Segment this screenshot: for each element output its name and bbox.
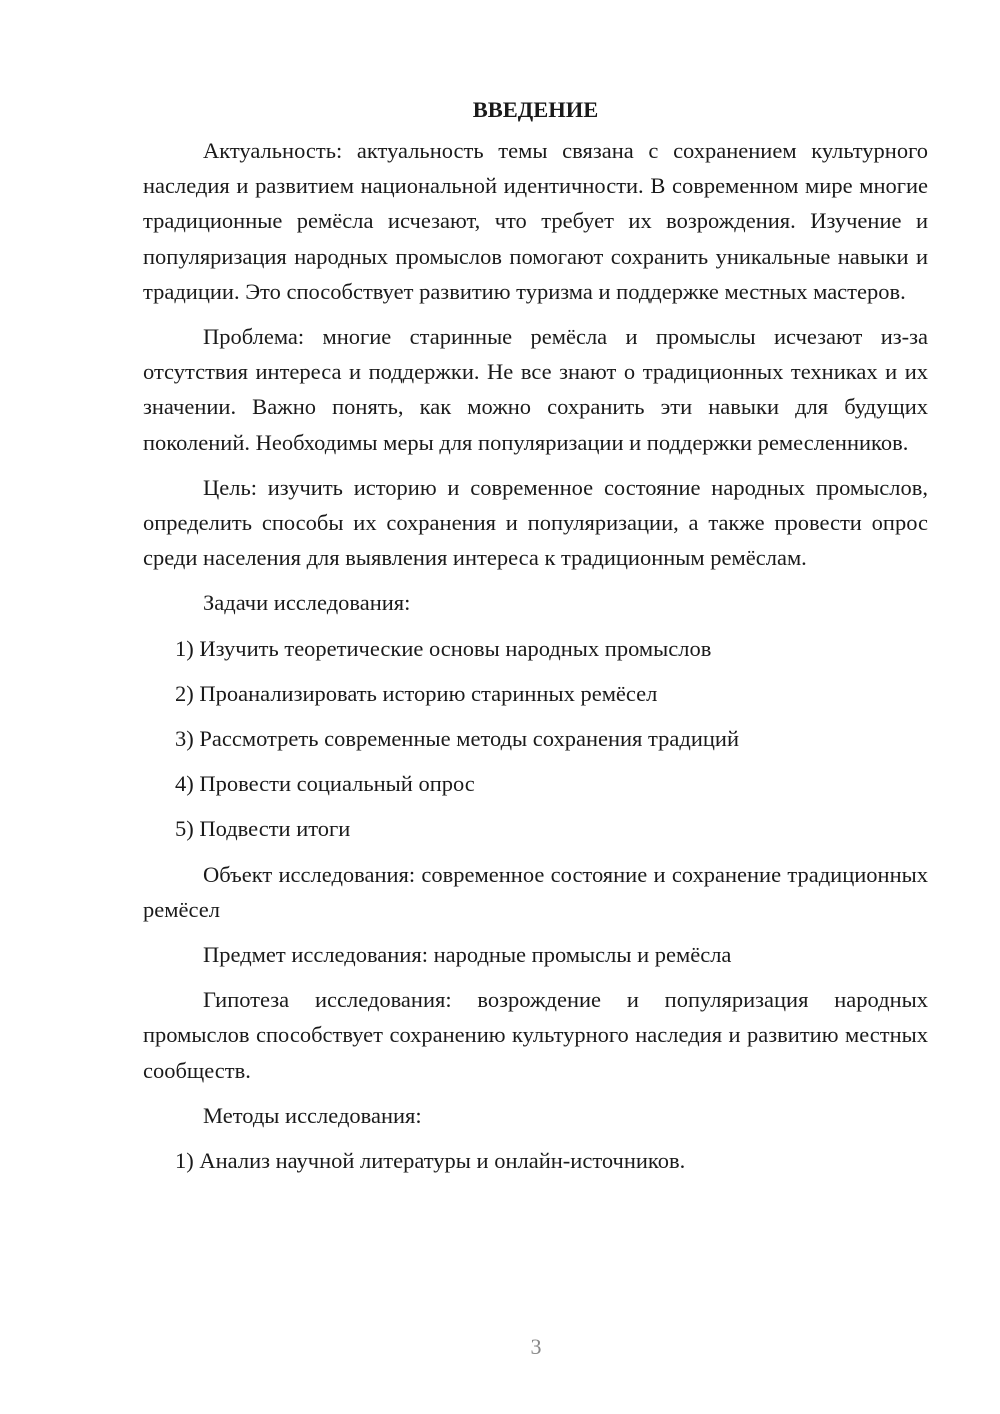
paragraph-object: Объект исследования: современное состояние и сохранение традиционных ремёсел xyxy=(143,861,928,922)
paragraph-relevance: Актуальность: актуальность темы связана с сохранением культурного наследия и развитием национальной идентичности. В современном мире многие традиционные ремёсла исчезают, что требует их возрождения. Изучение и популяризация народных промыслов помогают сохранить уникальные навыки и традиции. Это способствует развитию туризма и поддержке местных мастеров. xyxy=(143,138,928,304)
paragraph-goal: Цель: изучить историю и современное состояние народных промыслов, определить способы их сохранения и популяризации, а также провести опрос среди населения для выявления интереса к традиционным ремёслам. xyxy=(143,474,928,571)
page-number: 3 xyxy=(530,1334,542,1359)
document-body xyxy=(143,92,928,1188)
task-item-3: 3) Рассмотреть современные методы сохранения традиций xyxy=(175,726,739,752)
paragraph-hypothesis: Гипотеза исследования: возрождение и популяризация народных промыслов способствует сохранению культурного наследия и развитию местных сообществ. xyxy=(143,987,928,1083)
methods-heading: Методы исследования: xyxy=(203,1102,422,1128)
task-item-2: 2) Проанализировать историю старинных ремёсел xyxy=(175,680,658,706)
tasks-heading: Задачи исследования: xyxy=(203,590,411,616)
page-title: ВВЕДЕНИЕ xyxy=(472,97,599,122)
paragraph-problem: Проблема: многие старинные ремёсла и промыслы исчезают из-за отсутствия интереса и поддержки. Не все знают о традиционных техниках и их значении. Важно понять, как можно сохранить эти навыки для будущих поколений. Необходимы меры для популяризации и поддержки ремесленников. xyxy=(143,324,928,455)
method-item-1: 1) Анализ научной литературы и онлайн-источников. xyxy=(175,1148,686,1174)
paragraph-subject: Предмет исследования: народные промыслы и ремёсла xyxy=(203,942,732,968)
task-item-4: 4) Провести социальный опрос xyxy=(175,771,475,797)
task-item-5: 5) Подвести итоги xyxy=(175,816,351,842)
task-item-1: 1) Изучить теоретические основы народных промыслов xyxy=(175,635,712,661)
